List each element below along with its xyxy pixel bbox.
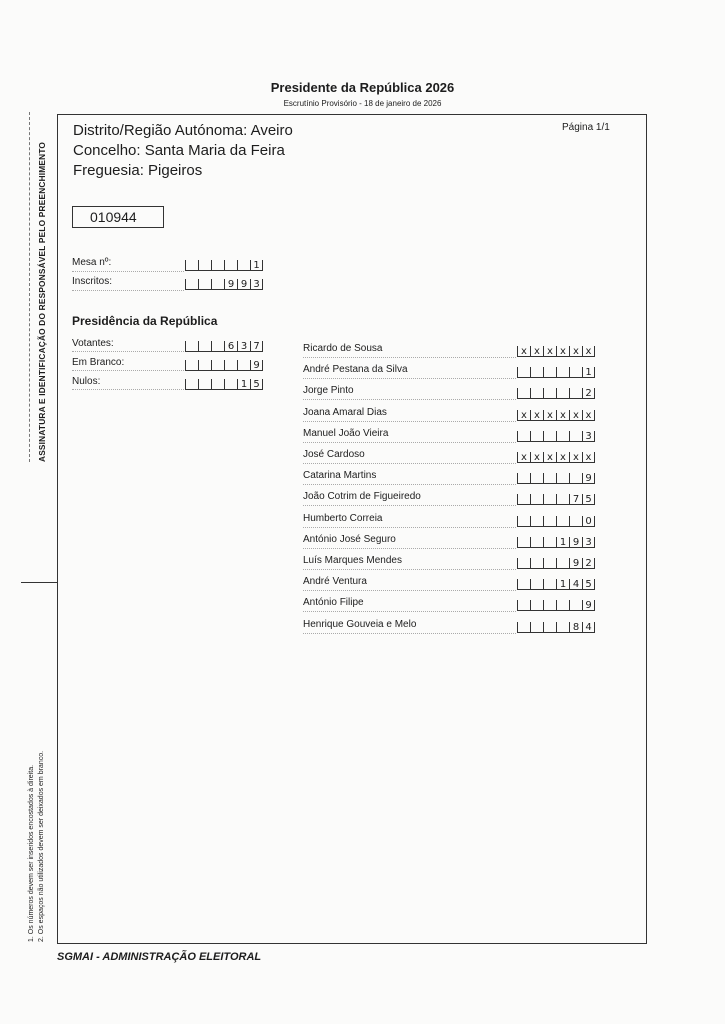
digit-cell: [543, 537, 556, 548]
divider: [21, 582, 57, 583]
digit-cell: 2: [582, 558, 595, 569]
digit-cell: [530, 622, 543, 633]
digit-cell: [543, 622, 556, 633]
candidate-name: André Ventura: [303, 576, 367, 588]
digit-cell: [211, 360, 224, 371]
digit-boxes: [185, 360, 263, 372]
signature-area-line: [29, 112, 30, 462]
leader-dots: [303, 611, 516, 612]
digit-cell: 9: [250, 360, 263, 371]
digit-cell: [237, 260, 250, 271]
digit-boxes: [185, 379, 263, 391]
parish-label: Freguesia: Pigeiros: [73, 162, 203, 179]
document-subtitle: Escrutínio Provisório - 18 de janeiro de 2026: [283, 99, 442, 108]
digit-cell: x: [556, 452, 569, 463]
digit-cell: [211, 279, 224, 290]
digit-boxes: [517, 579, 595, 591]
digit-boxes: [517, 367, 595, 379]
digit-cell: [211, 379, 224, 390]
digit-cell: x: [517, 346, 530, 357]
digit-cell: [543, 600, 556, 611]
digit-cell: 5: [582, 579, 595, 590]
digit-cell: [530, 431, 543, 442]
digit-cell: [556, 494, 569, 505]
candidate-name: Manuel João Vieira: [303, 427, 389, 439]
digit-cell: 0: [582, 516, 595, 527]
digit-cell: [185, 379, 198, 390]
leader-dots: [303, 421, 516, 422]
leader-dots: [303, 484, 516, 485]
digit-cell: 3: [250, 279, 263, 290]
candidate-name: Ricardo de Sousa: [303, 343, 383, 354]
digit-cell: 1: [237, 379, 250, 390]
digit-cell: [530, 388, 543, 399]
signature-label: ASSINATURA E IDENTIFICAÇÃO DO RESPONSÁVEL PELO PREENCHIMENTO: [37, 141, 47, 462]
leader-dots: [72, 389, 184, 390]
digit-cell: 9: [582, 600, 595, 611]
candidate-name: Luís Marques Mendes: [303, 555, 402, 566]
leader-dots: [303, 463, 516, 464]
digit-cell: 2: [582, 388, 595, 399]
digit-cell: x: [569, 346, 582, 357]
digit-cell: [517, 431, 530, 442]
digit-cell: [530, 516, 543, 527]
digit-cell: [530, 558, 543, 569]
digit-boxes: [517, 516, 595, 528]
digit-cell: [556, 388, 569, 399]
digit-cell: [530, 537, 543, 548]
digit-cell: 9: [582, 473, 595, 484]
digit-cell: [517, 367, 530, 378]
leader-dots: [303, 633, 516, 634]
digit-cell: x: [569, 452, 582, 463]
digit-boxes: [517, 537, 595, 549]
digit-cell: [543, 579, 556, 590]
digit-cell: 4: [569, 579, 582, 590]
candidate-name: Jorge Pinto: [303, 385, 354, 397]
digit-cell: [543, 473, 556, 484]
digit-cell: [517, 516, 530, 527]
digit-cell: x: [543, 346, 556, 357]
digit-cell: 7: [250, 341, 263, 352]
candidate-name: João Cotrim de Figueiredo: [303, 491, 421, 503]
leader-dots: [72, 370, 184, 371]
digit-cell: 1: [556, 537, 569, 548]
digit-cell: [198, 341, 211, 352]
digit-cell: [556, 600, 569, 611]
digit-cell: x: [582, 346, 595, 357]
digit-cell: x: [530, 452, 543, 463]
digit-cell: [517, 388, 530, 399]
digit-cell: [543, 431, 556, 442]
digit-cell: [569, 473, 582, 484]
digit-cell: 9: [569, 537, 582, 548]
digit-cell: [185, 360, 198, 371]
candidate-name: Henrique Gouveia e Melo: [303, 618, 417, 630]
candidate-name: Humberto Correia: [303, 512, 383, 524]
digit-cell: [530, 600, 543, 611]
candidate-name: António José Seguro: [303, 533, 396, 545]
leader-dots: [303, 357, 516, 358]
digit-cell: [543, 388, 556, 399]
digit-cell: 1: [250, 260, 263, 271]
digit-cell: [530, 494, 543, 505]
digit-cell: [517, 473, 530, 484]
digit-cell: [198, 360, 211, 371]
digit-cell: [517, 622, 530, 633]
digit-cell: [517, 494, 530, 505]
digit-cell: [185, 260, 198, 271]
digit-cell: [237, 360, 250, 371]
digit-cell: [556, 558, 569, 569]
digit-boxes: [517, 452, 595, 464]
leader-dots: [303, 548, 516, 549]
council-label: Concelho: Santa Maria da Feira: [73, 142, 285, 159]
digit-cell: [543, 494, 556, 505]
digit-cell: [198, 379, 211, 390]
form-frame: [57, 114, 647, 944]
digit-cell: [224, 379, 237, 390]
footer-text: SGMAI - ADMINISTRAÇÃO ELEITORAL: [57, 951, 262, 963]
mesa-boxes: [185, 260, 263, 272]
digit-boxes: [517, 473, 595, 485]
digit-cell: [569, 600, 582, 611]
digit-cell: x: [569, 410, 582, 421]
digit-cell: x: [543, 410, 556, 421]
digit-cell: [543, 367, 556, 378]
digit-cell: 3: [237, 341, 250, 352]
leader-dots: [303, 505, 516, 506]
digit-cell: x: [530, 346, 543, 357]
digit-cell: [185, 279, 198, 290]
digit-cell: 1: [556, 579, 569, 590]
leader-dots: [72, 351, 184, 352]
digit-cell: 9: [224, 279, 237, 290]
leader-dots: [303, 442, 516, 443]
inscritos-label: Inscritos:: [72, 276, 113, 287]
digit-cell: [517, 558, 530, 569]
digit-cell: 5: [582, 494, 595, 505]
candidate-name: António Filipe: [303, 597, 364, 609]
digit-cell: [556, 367, 569, 378]
digit-boxes: [185, 341, 263, 353]
digit-cell: 5: [250, 379, 263, 390]
digit-boxes: [517, 600, 595, 612]
candidate-name: Catarina Martins: [303, 470, 377, 482]
digit-boxes: [517, 346, 595, 358]
leader-dots: [303, 590, 516, 591]
digit-boxes: [517, 494, 595, 506]
document-title: Presidente da República 2026: [270, 80, 455, 95]
digit-cell: 8: [569, 622, 582, 633]
digit-cell: x: [530, 410, 543, 421]
digit-boxes: [517, 558, 595, 570]
page-number: Página 1/1: [562, 122, 610, 133]
digit-cell: [517, 600, 530, 611]
candidate-name: Joana Amaral Dias: [303, 406, 387, 418]
section-title: Presidência da República: [72, 314, 218, 328]
digit-cell: 6: [224, 341, 237, 352]
digit-cell: [517, 579, 530, 590]
mesa-label: Mesa nº:: [72, 257, 112, 268]
leader-dots: [72, 271, 184, 272]
digit-cell: [556, 473, 569, 484]
total-label: Votantes:: [72, 338, 114, 349]
digit-cell: 9: [237, 279, 250, 290]
leader-dots: [72, 290, 184, 291]
digit-cell: 9: [569, 558, 582, 569]
digit-cell: [543, 558, 556, 569]
digit-boxes: [517, 388, 595, 400]
digit-cell: 4: [582, 622, 595, 633]
digit-cell: x: [556, 410, 569, 421]
digit-cell: [569, 431, 582, 442]
leader-dots: [303, 527, 516, 528]
digit-boxes: [517, 622, 595, 634]
digit-cell: x: [582, 410, 595, 421]
leader-dots: [303, 569, 516, 570]
digit-cell: [556, 516, 569, 527]
digit-cell: [517, 537, 530, 548]
digit-cell: [543, 516, 556, 527]
digit-cell: [569, 388, 582, 399]
digit-cell: [530, 579, 543, 590]
digit-cell: 3: [582, 431, 595, 442]
digit-boxes: [517, 410, 595, 422]
district-label: Distrito/Região Autónoma: Aveiro: [73, 122, 293, 139]
total-label: Em Branco:: [72, 357, 125, 368]
digit-cell: x: [517, 452, 530, 463]
digit-cell: 7: [569, 494, 582, 505]
digit-cell: x: [556, 346, 569, 357]
digit-cell: [530, 367, 543, 378]
digit-cell: [569, 516, 582, 527]
digit-cell: [198, 279, 211, 290]
digit-cell: [185, 341, 198, 352]
digit-cell: [569, 367, 582, 378]
digit-boxes: [517, 431, 595, 443]
inscritos-boxes: [185, 279, 263, 291]
digit-cell: [224, 260, 237, 271]
total-label: Nulos:: [72, 376, 101, 387]
note-1: 1. Os números devem ser inseridos encostados à direita.: [28, 764, 35, 942]
digit-cell: [556, 431, 569, 442]
digit-cell: [211, 341, 224, 352]
digit-cell: [530, 473, 543, 484]
digit-cell: [224, 360, 237, 371]
leader-dots: [303, 378, 516, 379]
digit-cell: x: [543, 452, 556, 463]
digit-cell: [198, 260, 211, 271]
candidate-name: André Pestana da Silva: [303, 364, 408, 376]
candidate-name: José Cardoso: [303, 449, 365, 460]
section-code: 010944: [72, 206, 164, 228]
leader-dots: [303, 399, 516, 400]
digit-cell: [211, 260, 224, 271]
digit-cell: x: [517, 410, 530, 421]
digit-cell: 1: [582, 367, 595, 378]
digit-cell: 3: [582, 537, 595, 548]
digit-cell: [556, 622, 569, 633]
digit-cell: x: [582, 452, 595, 463]
note-2: 2. Os espaços não utilizados devem ser deixados em branco.: [38, 750, 45, 942]
